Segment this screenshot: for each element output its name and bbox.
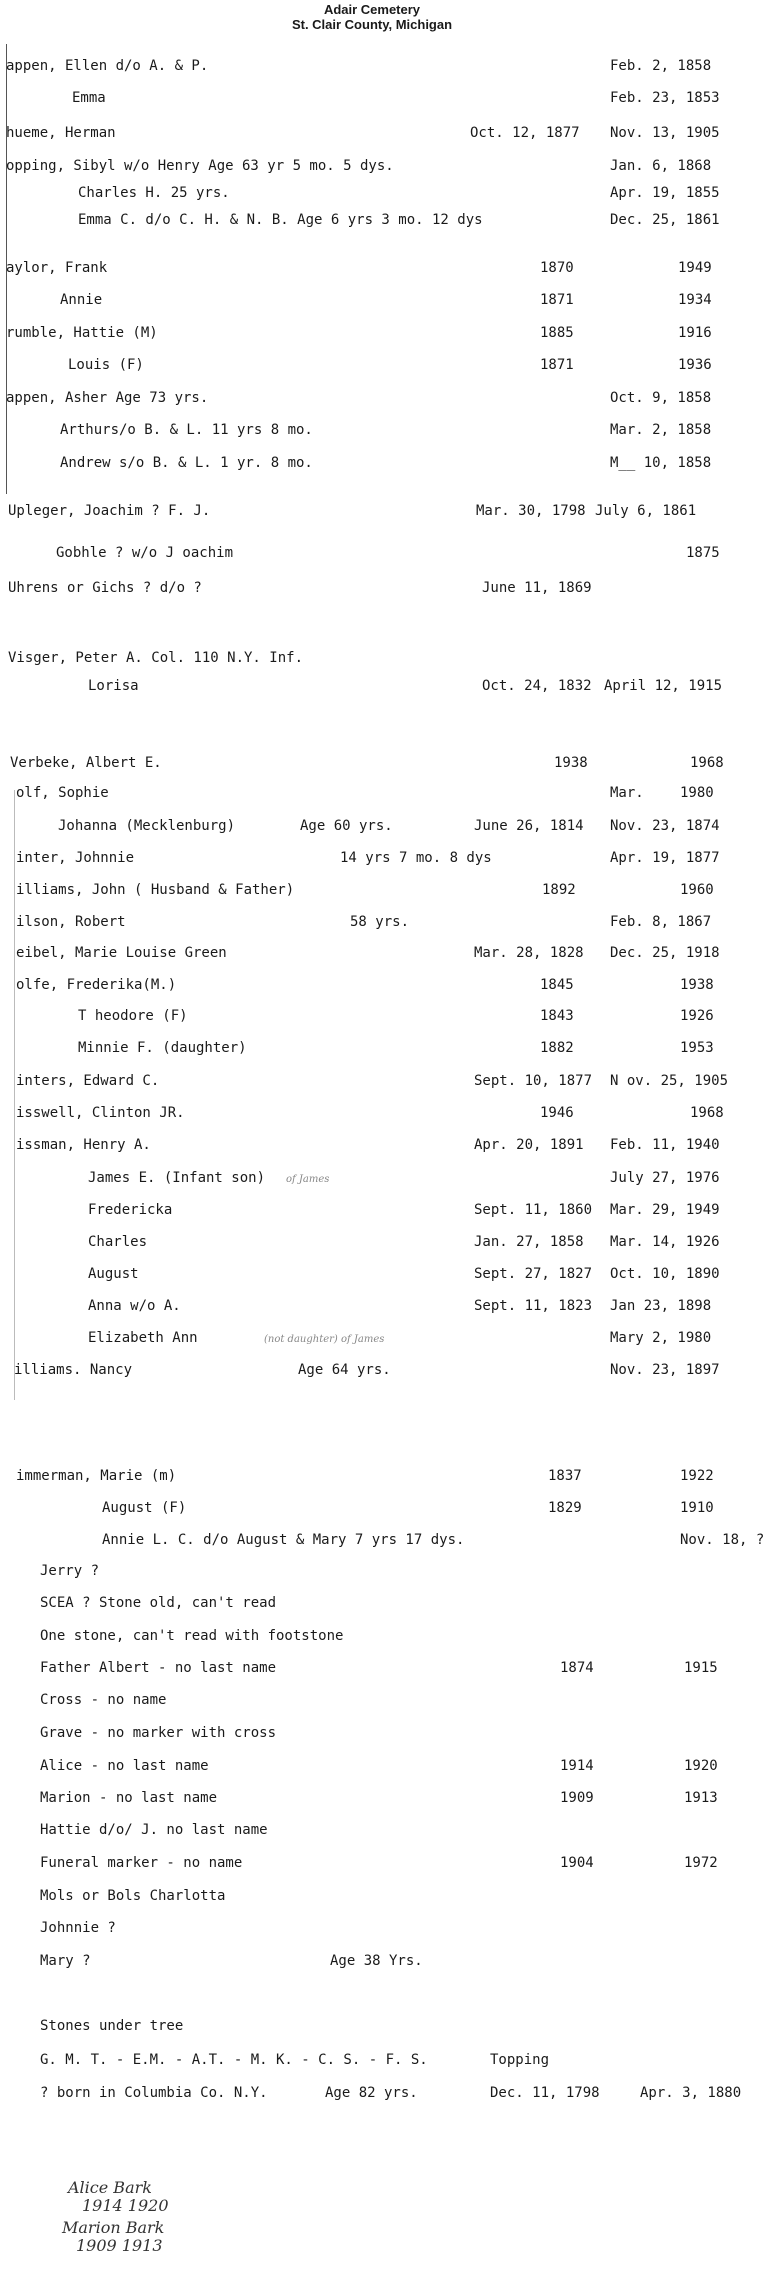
entry-name: Mary ? [40,1953,91,1969]
handwritten-note-line: 1909 1913 [76,2236,163,2255]
entry-date-born: Apr. 20, 1891 [474,1137,584,1153]
entry-name: Visger, Peter A. Col. 110 N.Y. Inf. [8,650,304,666]
entry-name: eibel, Marie Louise Green [16,945,227,961]
entry-date-died: 1938 [680,977,714,993]
entry-name: Hattie d/o/ J. no last name [40,1822,268,1838]
entry-date-died: 1913 [684,1790,718,1806]
entry-name: James E. (Infant son) [88,1170,266,1186]
entry-date-died: 1920 [684,1758,718,1774]
entry-name: Lorisa [88,678,139,694]
entry-name: olfe, Frederika(M.) [16,977,177,993]
entry-date-died: Feb. 23, 1853 [610,90,720,106]
entry-name: August [88,1266,139,1282]
entry-name: Emma C. d/o C. H. & N. B. Age 6 yrs 3 mo. 12 dys [78,212,483,228]
entry-date-died: Feb. 8, 1867 [610,914,712,930]
entry-date-died: Mary 2, 1980 [610,1330,712,1346]
entry-date-born: 1909 [560,1790,594,1806]
handwritten-note-line: Marion Bark [62,2218,165,2237]
entry-date-died: 1915 [684,1660,718,1676]
entry-date-died: Mar. 2, 1858 [610,422,712,438]
entry-name: Emma [72,90,106,106]
entry-age: Age 64 yrs. [298,1362,391,1378]
entry-handwritten-note: of James [286,1174,330,1185]
entry-name: Louis (F) [68,357,144,373]
entry-name: Annie L. C. d/o August & Mary 7 yrs 17 dys. [102,1532,465,1548]
entry-date-born: 1837 [548,1468,582,1484]
entry-name: Johanna (Mecklenburg) [58,818,236,834]
entry-date-born: 1885 [540,325,574,341]
entry-name: Fredericka [88,1202,173,1218]
entry-name: Charles [88,1234,148,1250]
entry-date-died: July 6, 1861 [595,503,697,519]
entry-name: Stones under tree [40,2018,184,2034]
entry-name: immerman, Marie (m) [16,1468,177,1484]
entry-date-born: Sept. 11, 1823 [474,1298,593,1314]
entry-date-born: Mar. 28, 1828 [474,945,584,961]
entry-name: illiams. Nancy [14,1362,133,1378]
entry-date-died: Feb. 2, 1858 [610,58,712,74]
entry-name: One stone, can't read with footstone [40,1628,344,1644]
entry-date-died: Dec. 25, 1918 [610,945,720,961]
entry-date-born: Sept. 10, 1877 [474,1073,593,1089]
page-title: Adair Cemetery [323,2,421,17]
entry-date-born: 1938 [554,755,588,771]
entry-name: Andrew s/o B. & L. 1 yr. 8 mo. [60,455,313,471]
entry-date-died: 1934 [678,292,712,308]
entry-name: Annie [60,292,103,308]
entry-name: appen, Ellen d/o A. & P. [6,58,209,74]
entry-name: T heodore (F) [78,1008,188,1024]
entry-date-died: Dec. 25, 1861 [610,212,720,228]
entry-name: August (F) [102,1500,187,1516]
entry-date-died: Mar. 29, 1949 [610,1202,720,1218]
entry-age: Age 60 yrs. [300,818,393,834]
entry-name: Cross - no name [40,1692,167,1708]
entry-date-born: Sept. 11, 1860 [474,1202,593,1218]
entry-date-died: Oct. 10, 1890 [610,1266,720,1282]
entry-date-died: Apr. 19, 1855 [610,185,720,201]
entry-date-born: June 26, 1814 [474,818,584,834]
entry-name: Uhrens or Gichs ? d/o ? [8,580,202,596]
entry-name: Father Albert - no last name [40,1660,277,1676]
handwritten-note-line: Alice Bark [68,2178,152,2197]
entry-date-died: 1875 [686,545,720,561]
entry-date-born: Mar. [610,785,644,801]
entry-name: SCEA ? Stone old, can't read [40,1595,277,1611]
entry-age: Age 82 yrs. [325,2085,418,2101]
entry-name: Minnie F. (daughter) [78,1040,247,1056]
entry-name: illiams, John ( Husband & Father) [16,882,295,898]
entry-name: Gobhle ? w/o J oachim [56,545,234,561]
entry-date-born: June 11, 1869 [482,580,592,596]
entry-date-died: Nov. 23, 1897 [610,1362,720,1378]
entry-date-born: 1914 [560,1758,594,1774]
entry-name: aylor, Frank [6,260,108,276]
entry-date-died: 1926 [680,1008,714,1024]
entry-date-died: 1980 [680,785,714,801]
entry-date-died: 1910 [680,1500,714,1516]
entry-date-born: Sept. 27, 1827 [474,1266,593,1282]
entry-name: Charles H. 25 yrs. [78,185,230,201]
entry-date-died: 1968 [690,1105,724,1121]
entry-name: Upleger, Joachim ? F. J. [8,503,211,519]
entry-date-born: Oct. 24, 1832 [482,678,592,694]
entry-name: Jerry ? [40,1563,100,1579]
entry-date-died: April 12, 1915 [604,678,723,694]
entry-name: Marion - no last name [40,1790,218,1806]
entry-date-died: 1949 [678,260,712,276]
entry-date-born: Dec. 11, 1798 [490,2085,600,2101]
entry-date-died: July 27, 1976 [610,1170,720,1186]
entry-date-died: Jan. 6, 1868 [610,158,712,174]
entry-date-died: Apr. 3, 1880 [640,2085,742,2101]
entry-name: Johnnie ? [40,1920,116,1936]
entry-name: issman, Henry A. [16,1137,151,1153]
entry-date-born: 1871 [540,292,574,308]
entry-name: ilson, Robert [16,914,126,930]
handwritten-note-line: 1914 1920 [82,2196,169,2215]
entry-name: hueme, Herman [6,125,116,141]
entry-date-died: 1968 [690,755,724,771]
entry-name: rumble, Hattie (M) [6,325,158,341]
entry-name: Mols or Bols Charlotta [40,1888,226,1904]
entry-name: G. M. T. - E.M. - A.T. - M. K. - C. S. - F. S. [40,2052,428,2068]
entry-name: Elizabeth Ann [88,1330,198,1346]
entry-date-born: Jan. 27, 1858 [474,1234,584,1250]
entry-name: inters, Edward C. [16,1073,160,1089]
entry-date-died: Nov. 13, 1905 [610,125,720,141]
entry-date-died: N ov. 25, 1905 [610,1073,729,1089]
entry-date-died: M__ 10, 1858 [610,455,712,471]
entry-date-died: 1953 [680,1040,714,1056]
entry-name: Anna w/o A. [88,1298,181,1314]
entry-name: inter, Johnnie [16,850,135,866]
entry-date-born: 1874 [560,1660,594,1676]
entry-date-born: 1845 [540,977,574,993]
entry-date-died: Nov. 23, 1874 [610,818,720,834]
entry-date-died: Apr. 19, 1877 [610,850,720,866]
entry-date-born: 1882 [540,1040,574,1056]
entry-date-died: Mar. 14, 1926 [610,1234,720,1250]
entry-name: opping, Sibyl w/o Henry Age 63 yr 5 mo. 5 dys. [6,158,394,174]
entry-name: olf, Sophie [16,785,109,801]
entry-date-died: Oct. 9, 1858 [610,390,712,406]
entry-date-died: Nov. 18, ? [680,1532,764,1548]
entry-date-born: 1892 [542,882,576,898]
entry-date-died: Feb. 11, 1940 [610,1137,720,1153]
entry-date-died: 1916 [678,325,712,341]
entry-date-born: 1829 [548,1500,582,1516]
entry-name: Arthurs/o B. & L. 11 yrs 8 mo. [60,422,313,438]
entry-name: Verbeke, Albert E. [10,755,162,771]
entry-name: isswell, Clinton JR. [16,1105,185,1121]
margin-line-lower [14,790,15,1400]
entry-date-died: 1922 [680,1468,714,1484]
page-subtitle: St. Clair County, Michigan [291,17,453,32]
entry-date-born: Mar. 30, 1798 [476,503,586,519]
entry-date-born: Oct. 12, 1877 [470,125,580,141]
entry-date-died: Jan 23, 1898 [610,1298,712,1314]
entry-date-born: Topping [490,2052,550,2068]
entry-name: ? born in Columbia Co. N.Y. [40,2085,268,2101]
entry-date-died: 1972 [684,1855,718,1871]
entry-date-born: 1870 [540,260,574,276]
entry-age: 14 yrs 7 mo. 8 dys [340,850,492,866]
entry-name: Funeral marker - no name [40,1855,243,1871]
entry-age: Age 38 Yrs. [330,1953,423,1969]
entry-date-died: 1960 [680,882,714,898]
entry-date-born: 1843 [540,1008,574,1024]
entry-date-born: 1871 [540,357,574,373]
entry-name: Alice - no last name [40,1758,209,1774]
entry-name: Grave - no marker with cross [40,1725,277,1741]
entry-handwritten-note: (not daughter) of James [264,1334,385,1345]
entry-date-died: 1936 [678,357,712,373]
entry-date-born: 1904 [560,1855,594,1871]
entry-date-born: 1946 [540,1105,574,1121]
entry-name: appen, Asher Age 73 yrs. [6,390,209,406]
entry-age: 58 yrs. [350,914,410,930]
